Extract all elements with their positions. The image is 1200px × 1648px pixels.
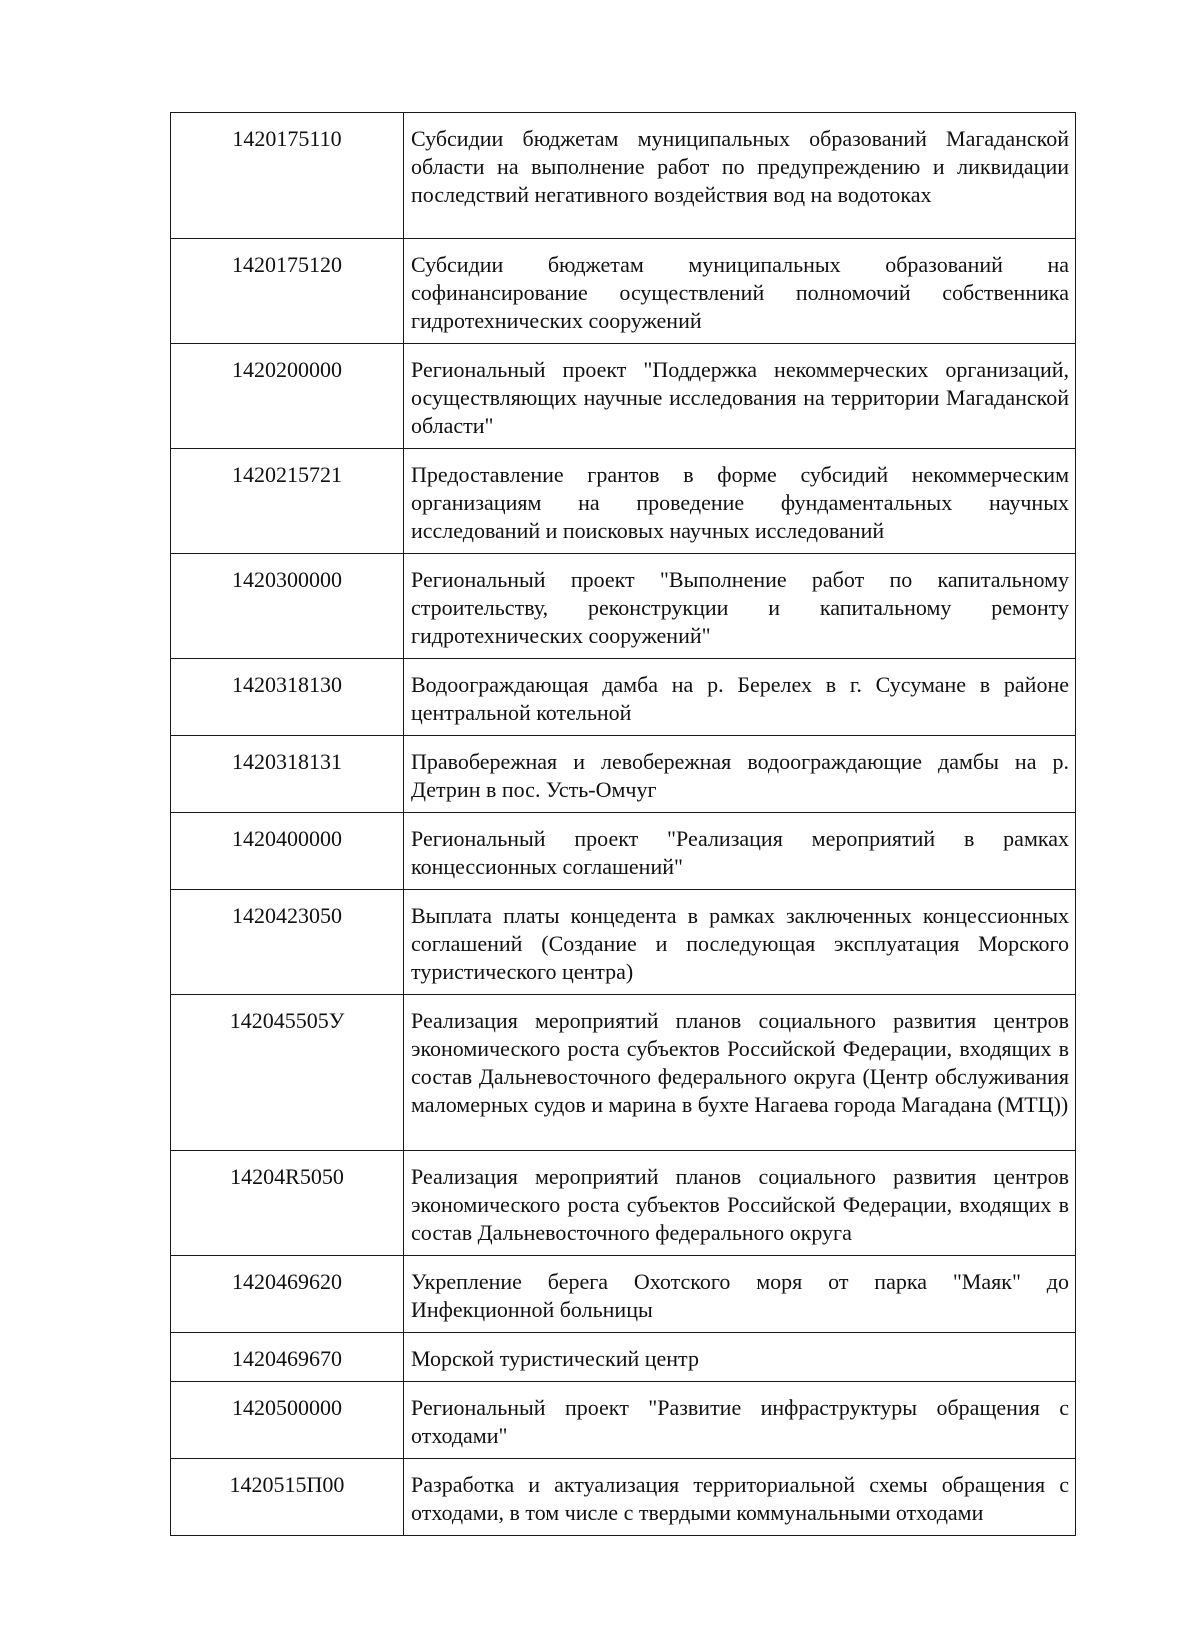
code-cell: 142045505У (171, 995, 404, 1151)
code-cell: 1420175110 (171, 113, 404, 239)
table-row (171, 1151, 1076, 1256)
description-cell: Субсидии бюджетам муниципальных образований на софинансирование осуществлений полномочий собственника гидротехнических сооружений (404, 239, 1076, 344)
code-cell: 1420175120 (171, 239, 404, 344)
table-row (171, 239, 1076, 344)
table-row (171, 344, 1076, 449)
description-cell: Субсидии бюджетам муниципальных образований Магаданской области на выполнение работ по предупреждению и ликвидации последствий негативного воздействия вод на водотоках (404, 113, 1076, 239)
code-cell: 1420515П00 (171, 1459, 404, 1536)
table-row (171, 113, 1076, 239)
table-row (171, 1382, 1076, 1459)
description-cell: Укрепление берега Охотского моря от парка "Маяк" до Инфекционной больницы (404, 1256, 1076, 1333)
table-row (171, 449, 1076, 554)
description-cell: Региональный проект "Развитие инфраструктуры обращения с отходами" (404, 1382, 1076, 1459)
description-cell: Выплата платы концедента в рамках заключенных концессионных соглашений (Создание и последующая эксплуатация Морского туристического центра) (404, 890, 1076, 995)
description-cell: Региональный проект "Реализация мероприятий в рамках концессионных соглашений" (404, 813, 1076, 890)
description-cell: Реализация мероприятий планов социального развития центров экономического роста субъектов Российской Федерации, входящих в состав Дальневосточного федерального округа (404, 1151, 1076, 1256)
code-cell: 1420318131 (171, 736, 404, 813)
table-row (171, 813, 1076, 890)
table-row (171, 1459, 1076, 1536)
description-cell: Предоставление грантов в форме субсидий некоммерческим организациям на проведение фундаментальных научных исследований и поисковых научных исследований (404, 449, 1076, 554)
table-row (171, 554, 1076, 659)
description-cell: Морской туристический центр (404, 1333, 1076, 1382)
table-body (171, 113, 1076, 1536)
description-cell: Региональный проект "Выполнение работ по капитальному строительству, реконструкции и капитальному ремонту гидротехнических сооружений" (404, 554, 1076, 659)
code-cell: 1420400000 (171, 813, 404, 890)
description-cell: Разработка и актуализация территориальной схемы обращения с отходами, в том числе с твердыми коммунальными отходами (404, 1459, 1076, 1536)
code-cell: 1420300000 (171, 554, 404, 659)
code-cell: 1420469670 (171, 1333, 404, 1382)
description-cell: Реализация мероприятий планов социального развития центров экономического роста субъектов Российской Федерации, входящих в состав Дальневосточного федерального округа (Центр обслуживания маломерных судов и марина в бухте Нагаева города Магадана (МТЦ)) (404, 995, 1076, 1151)
description-cell: Правобережная и левобережная водоограждающие дамбы на р. Детрин в пос. Усть-Омчуг (404, 736, 1076, 813)
table-row (171, 995, 1076, 1151)
table-row (171, 659, 1076, 736)
table-row (171, 890, 1076, 995)
code-cell: 1420318130 (171, 659, 404, 736)
budget-codes-table (170, 112, 1076, 1536)
code-cell: 1420200000 (171, 344, 404, 449)
code-cell: 1420423050 (171, 890, 404, 995)
table-row (171, 736, 1076, 813)
table-row (171, 1333, 1076, 1382)
description-cell: Региональный проект "Поддержка некоммерческих организаций, осуществляющих научные исследования на территории Магаданской области" (404, 344, 1076, 449)
code-cell: 14204R5050 (171, 1151, 404, 1256)
table-row (171, 1256, 1076, 1333)
code-cell: 1420500000 (171, 1382, 404, 1459)
code-cell: 1420469620 (171, 1256, 404, 1333)
description-cell: Водоограждающая дамба на р. Берелех в г. Сусумане в районе центральной котельной (404, 659, 1076, 736)
code-cell: 1420215721 (171, 449, 404, 554)
